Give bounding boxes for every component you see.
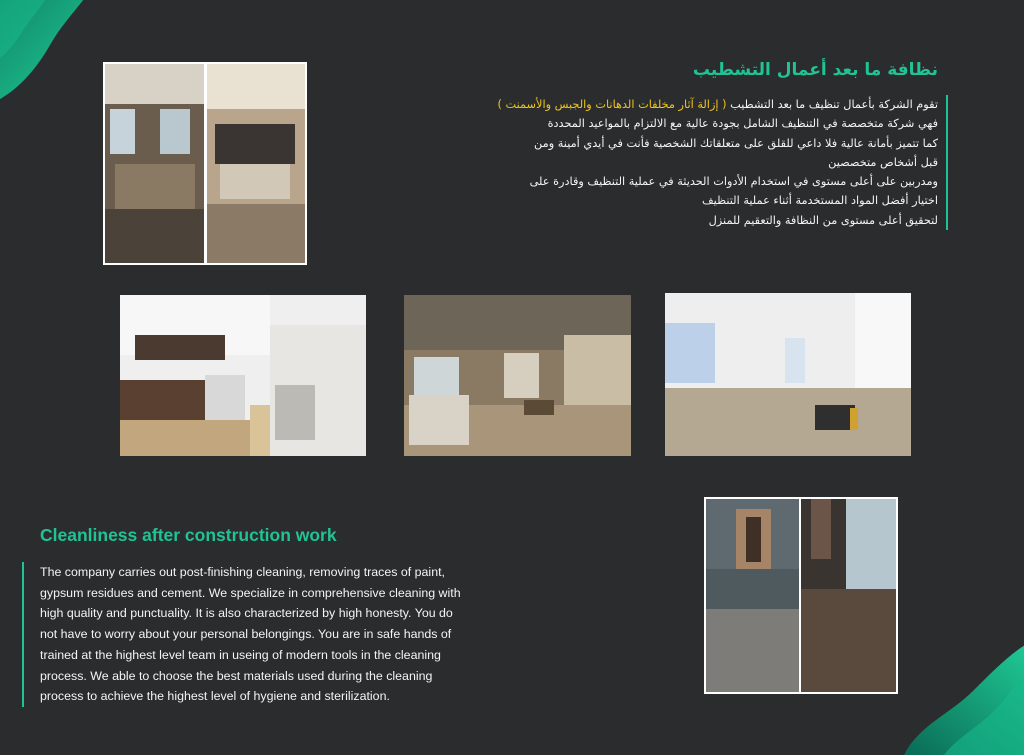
english-line-3: high quality and punctuality. It is also characterized by high honesty. You do <box>40 606 453 621</box>
arabic-line-4: قبل أشخاص متخصصين <box>828 155 938 169</box>
photo-empty-room-vacuum <box>665 293 911 456</box>
english-line-7: process to achieve the highest level of hygiene and sterilization. <box>40 689 390 704</box>
english-section-title: Cleanliness after construction work <box>40 525 337 545</box>
arabic-line-7: لتحقيق أعلى مستوى من النظافة والتعقيم للمنزل <box>708 213 938 227</box>
english-line-6: process. We able to choose the best materials used during the cleaning <box>40 668 433 683</box>
arabic-section-title: نظافة ما بعد أعمال التشطيب <box>692 60 938 80</box>
english-line-2: gypsum residues and cement. We specialize in comprehensive cleaning with <box>40 585 461 600</box>
photo-unfinished-room <box>404 295 631 456</box>
photo-kitchen-stairs <box>120 295 366 456</box>
arabic-line-3: كما تتميز بأمانة عالية فلا داعي للقلق على متعلقاتك الشخصية فأنت في أيدي أمينة ومن <box>534 136 938 150</box>
corner-wave-bottom-right <box>904 635 1024 755</box>
arabic-line-2: فهي شركة متخصصة في التنظيف الشامل بجودة عالية مع الالتزام بالمواعيد المحددة <box>547 117 938 131</box>
english-line-5: trained at the highest level team in useing of modern tools in the cleaning <box>40 647 441 662</box>
english-line-1: The company carries out post-finishing cleaning, removing traces of paint, <box>40 565 445 579</box>
english-line-4: not have to worry about your personal belongings. You are in safe hands of <box>40 627 452 642</box>
arabic-line-6: اختيار أفضل المواد المستخدمة أثناء عملية التنظيف <box>701 194 938 208</box>
corner-wave-top-left <box>0 0 110 110</box>
photo-living-room-before-after <box>103 62 307 265</box>
arabic-line-5: ومدربين على أعلى مستوى في استخدام الأدوات الحديثة في عملية التنظيف وقادرة على <box>529 175 938 189</box>
english-description <box>22 562 540 707</box>
photo-hallway-floor-before-after <box>704 497 898 694</box>
arabic-line-1: تقوم الشركة بأعمال تنظيف ما بعد التشطيب ( إزالة آثار مخلفات الدهانات والجبس والأسمنت ) <box>497 98 938 111</box>
arabic-description <box>408 95 948 230</box>
